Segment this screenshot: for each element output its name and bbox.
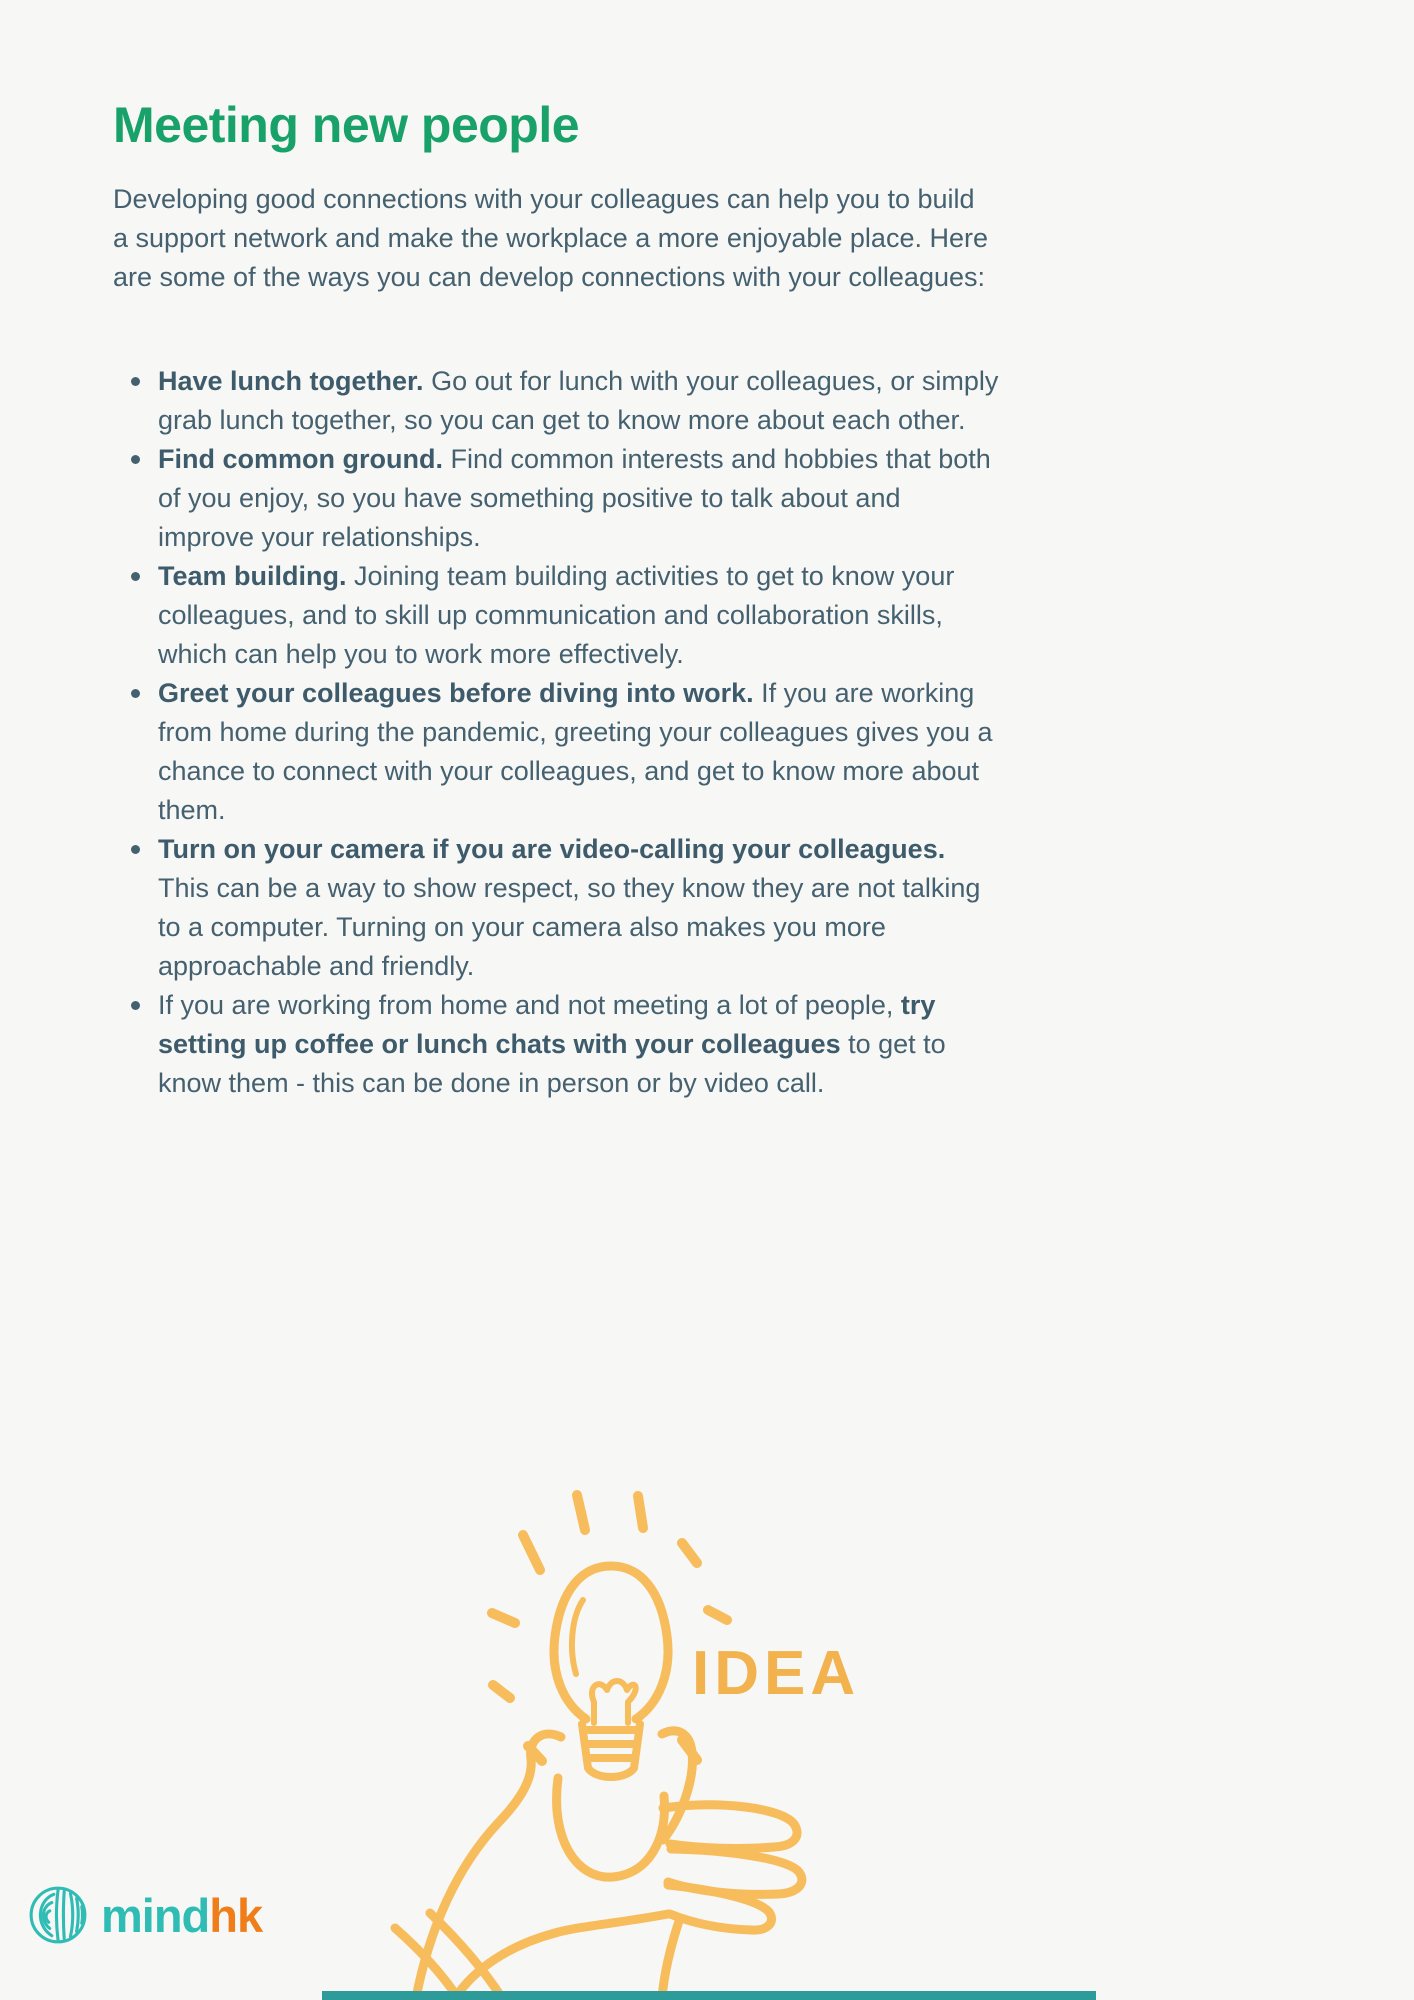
brain-icon [27,1884,89,1946]
idea-illustration [380,1478,1020,2000]
bullet-rest-text: Find common interests and hobbies that both of you enjoy, so you have something positive to talk about and improve your relationships. [158,444,991,552]
bullet-bold-text: Turn on your camera if you are video-calling your colleagues. [158,834,946,864]
bullet-text [158,440,999,557]
intro-paragraph: Developing good connections with your colleagues can help you to build a support network and make the workplace a more enjoyable place. Here are some of the ways you can develop connections with your colleagues: [113,184,988,292]
tips-list [131,362,999,1103]
bullet-bold-text: try setting up coffee or lunch chats with your colleagues [158,990,936,1059]
logo-wordmark [101,1888,262,1943]
mindhk-logo [27,1884,262,1946]
bullet-text [158,674,999,830]
list-item [131,986,999,1103]
bullet-icon [131,1001,140,1010]
logo-text-hk: hk [209,1888,263,1942]
list-item [131,830,999,986]
bullet-icon [131,455,140,464]
bullet-text [158,986,999,1103]
lightbulb-hand-icon [380,1478,900,2000]
bullet-bold-text: Team building. [158,561,347,591]
bullet-rest-text: Joining team building activities to get to know your colleagues, and to skill up communication and collaboration skills, which can help you to work more effectively. [158,561,955,669]
bullet-lead-text: If you are working from home and not meeting a lot of people, [158,990,901,1020]
bullet-bold-text: Find common ground. [158,444,443,474]
list-item [131,440,999,557]
logo-text-mind: mind [101,1888,210,1942]
bullet-text [158,557,999,674]
bullet-rest-text: to get to know them - this can be done in person or by video call. [158,1029,946,1098]
bullet-text [158,362,999,440]
footer-bar [322,1991,1096,2000]
bullet-icon [131,377,140,386]
bullet-bold-text: Greet your colleagues before diving into work. [158,678,754,708]
idea-label: IDEA [692,1639,861,1708]
bullet-text [158,830,999,986]
bullet-bold-text: Have lunch together. [158,366,424,396]
bullet-rest-text: Go out for lunch with your colleagues, or simply grab lunch together, so you can get to know more about each other. [158,366,999,435]
list-item [131,362,999,440]
bullet-rest-text: If you are working from home during the pandemic, greeting your colleagues gives you a chance to connect with your colleagues, and get to know more about them. [158,678,993,825]
list-item [131,674,999,830]
list-item [131,557,999,674]
bullet-rest-text: This can be a way to show respect, so they know they are not talking to a computer. Turning on your camera also makes you more approachable and friendly. [158,873,981,981]
bullet-icon [131,845,140,854]
bullet-icon [131,572,140,581]
bullet-icon [131,689,140,698]
page-title: Meeting new people [113,97,580,153]
